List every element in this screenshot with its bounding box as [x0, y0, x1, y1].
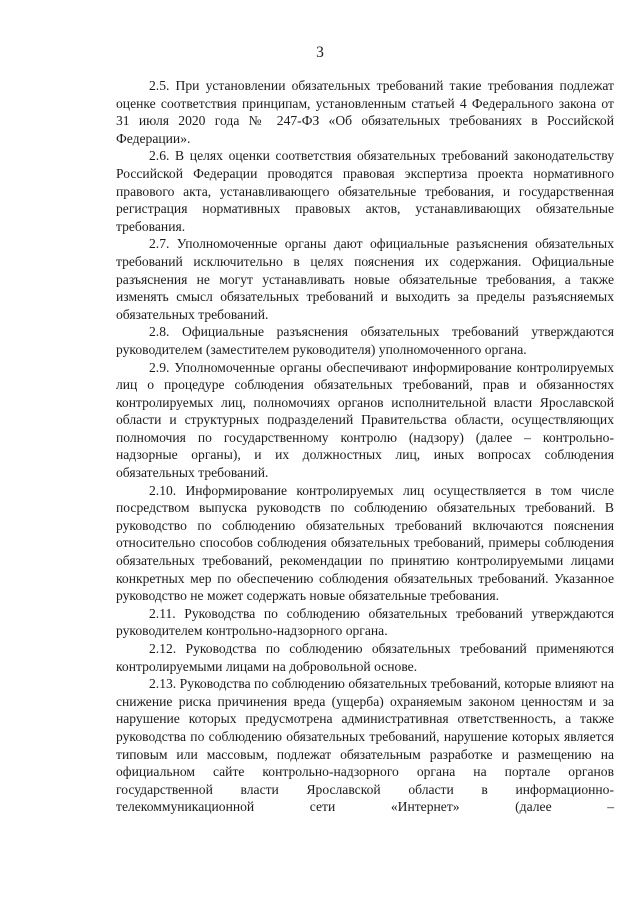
paragraph-2-12: 2.12. Руководства по соблюдению обязательных требований применяются контролируемыми лицами на добровольной основе. [116, 641, 614, 674]
document-body [116, 77, 614, 816]
paragraph-2-6: 2.6. В целях оценки соответствия обязательных требований законодательству Российской Федерации проводятся правовая экспертиза проекта нормативного правового акта, устанавливающего обязательные требования, и государственная регистрация нормативных правовых актов, устанавливающих обязательные требования. [116, 148, 614, 234]
paragraph-2-9: 2.9. Уполномоченные органы обеспечивают информирование контролируемых лиц о процедуре соблюдения обязательных требований, прав и обязанностях контролируемых лиц, полномочиях органов исполнительной власти Ярославской области и структурных подразделений Правительства области, осуществляющих полномочия по государственному контролю (надзору) (далее – контрольно-надзорные органы), и их должностных лиц, иных вопросах соблюдения обязательных требований. [116, 359, 614, 481]
paragraph-2-5: 2.5. При установлении обязательных требований такие требования подлежат оценке соответствия принципам, установленным статьей 4 Федерального закона от 31 июля 2020 года № 247-ФЗ «Об обязательных требованиях в Российской Федерации». [116, 78, 614, 146]
page-number: 3 [316, 44, 324, 61]
paragraph-2-7: 2.7. Уполномоченные органы дают официальные разъяснения обязательных требований исключительно в целях пояснения их содержания. Официальные разъяснения не могут устанавливать новые обязательные требования, а также изменять смысл обязательных требований и выходить за пределы разъясняемых обязательных требований. [116, 236, 614, 322]
paragraph-2-11: 2.11. Руководства по соблюдению обязательных требований утверждаются руководителем контрольно-надзорного органа. [116, 605, 614, 639]
paragraph-2-10: 2.10. Информирование контролируемых лиц осуществляется в том числе посредством выпуска руководств по соблюдению обязательных требований. В руководство по соблюдению обязательных требований включаются пояснения относительно способов соблюдения обязательных требований, примеры соблюдения обязательных требований, рекомендации по принятию контролируемыми лицами конкретных мер по обеспечению соблюдения обязательных требований. Указанное руководство не может содержать новые обязательные требования. [116, 482, 614, 604]
paragraph-2-8: 2.8. Официальные разъяснения обязательных требований утверждаются руководителем (заместителем руководителя) уполномоченного органа. [116, 324, 614, 357]
paragraph-2-13: 2.13. Руководства по соблюдению обязательных требований, которые влияют на снижение риска причинения вреда (ущерба) охраняемым законом ценностям и за нарушение которых предусмотрена административная ответственность, а также руководства по соблюдению обязательных требований, нарушение которых является типовым или массовым, подлежат обязательным разработке и размещению на официальном сайте контрольно-надзорного органа на портале органов государственной власти Ярославской области в информационно-телекоммуникационной сети «Интернет» (далее – [116, 676, 614, 815]
